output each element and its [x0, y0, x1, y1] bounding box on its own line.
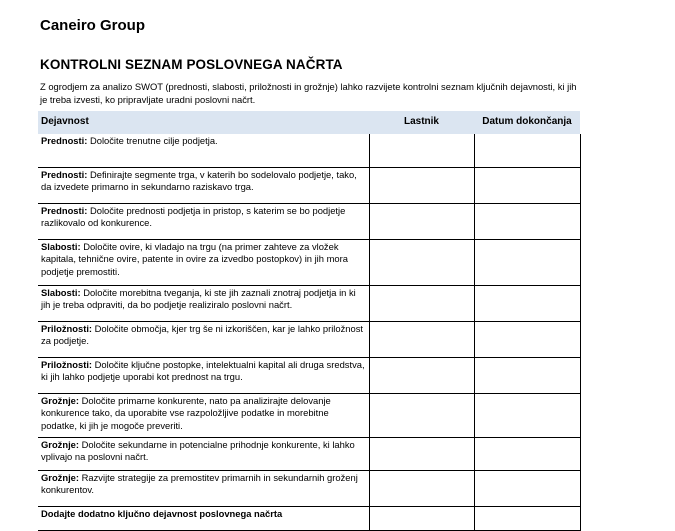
owner-cell[interactable] [369, 437, 474, 470]
completion-date-cell[interactable] [474, 203, 580, 239]
activity-cell[interactable] [38, 285, 369, 321]
activity-cell[interactable] [38, 203, 369, 239]
activity-cell[interactable] [38, 134, 369, 167]
activity-description: Določite sekundarne in potencialne prihodnje konkurente, ki lahko vplivajo na poslovni načrt. [41, 438, 355, 462]
activity-cell[interactable] [38, 321, 369, 357]
table-row [38, 134, 580, 167]
completion-date-cell[interactable] [474, 470, 580, 506]
completion-date-cell[interactable] [474, 167, 580, 203]
table-row [38, 357, 580, 393]
activity-description: Razvijte strategije za premostitev primarnih in sekundarnih groženj konkurentov. [41, 471, 358, 495]
owner-cell[interactable] [369, 506, 474, 530]
owner-cell[interactable] [369, 134, 474, 167]
owner-cell[interactable] [369, 321, 474, 357]
table-row [38, 239, 580, 285]
activity-description: Določite ključne postopke, intelektualni kapital ali druga sredstva, ki jih lahko podjetje uporabi kot prednost na trgu. [41, 358, 365, 382]
owner-cell[interactable] [369, 239, 474, 285]
completion-date-cell[interactable] [474, 393, 580, 437]
activity-description: Določite primarne konkurente, nato pa analizirajte delovanje konkurence tako, da uporabite vse razpoložljive podatke in morebitne podatke, ki jih je mogoče preveriti. [41, 394, 331, 431]
table-row [38, 203, 580, 239]
activity-category-label: Grožnje: [41, 438, 80, 450]
column-header-activity: Dejavnost [38, 111, 369, 134]
table-row [38, 437, 580, 470]
table-header-row [38, 111, 580, 134]
table-row [38, 285, 580, 321]
table-row [38, 167, 580, 203]
completion-date-cell[interactable] [474, 321, 580, 357]
table-row [38, 321, 580, 357]
activity-category-label: Prednosti: [41, 135, 88, 146]
owner-cell[interactable] [369, 393, 474, 437]
activity-cell[interactable] [38, 393, 369, 437]
activity-description: Določite ovire, ki vladajo na trgu (na primer zahteve za vložek kapitala, tehnične ovire, patente in ovire za izvedbo postopkov) in jih mora podjetje premostiti. [41, 240, 348, 277]
activity-description: Določite prednosti podjetja in pristop, s katerim se bo podjetje razlikovalo od konkurence. [41, 204, 346, 228]
owner-cell[interactable] [369, 203, 474, 239]
table-row [38, 393, 580, 437]
intro-paragraph: Z ogrodjem za analizo SWOT (prednosti, slabosti, priložnosti in grožnje) lahko razvijete kontrolni seznam ključnih dejavnosti, ki jih je treba izvesti, ko pripravljate uradni poslovni načrt. [40, 81, 577, 105]
completion-date-cell[interactable] [474, 239, 580, 285]
activity-cell[interactable] [38, 357, 369, 393]
activity-category-label: Grožnje: [41, 394, 80, 406]
company-name: Caneiro Group [40, 17, 146, 34]
table-row [38, 470, 580, 506]
activity-description: Določite območja, kjer trg še ni izkoriščen, kar je lahko priložnost za podjetje. [41, 322, 363, 346]
completion-date-cell[interactable] [474, 285, 580, 321]
activity-category-label: Prednosti: [41, 204, 88, 216]
activity-category-label: Slabosti: [41, 286, 81, 298]
column-header-completion-date: Datum dokončanja [474, 111, 580, 134]
activity-category-label: Priložnosti: [41, 322, 93, 334]
completion-date-cell[interactable] [474, 357, 580, 393]
activity-description: Definirajte segmente trga, v katerih bo sodelovalo podjetje, tako, da izvedete primarno in sekundarno raziskavo trga. [41, 168, 357, 192]
activity-cell[interactable] [38, 167, 369, 203]
table-row [38, 506, 580, 530]
activity-category-label: Dodajte dodatno ključno dejavnost poslovnega načrta [41, 507, 283, 519]
owner-cell[interactable] [369, 285, 474, 321]
activity-category-label: Prednosti: [41, 168, 88, 180]
checklist-table [38, 111, 581, 531]
activity-description: Določite morebitna tveganja, ki ste jih zaznali znotraj podjetja in ki jih je treba odpraviti, da bo podjetje realiziralo poslovni načrt. [41, 286, 356, 310]
owner-cell[interactable] [369, 470, 474, 506]
completion-date-cell[interactable] [474, 437, 580, 470]
owner-cell[interactable] [369, 357, 474, 393]
document-title: KONTROLNI SEZNAM POSLOVNEGA NAČRTA [40, 57, 343, 72]
activity-category-label: Grožnje: [41, 471, 80, 483]
completion-date-cell[interactable] [474, 134, 580, 167]
activity-category-label: Slabosti: [41, 240, 81, 252]
activity-description: Določite trenutne cilje podjetja. [87, 135, 218, 146]
activity-cell[interactable] [38, 437, 369, 470]
completion-date-cell[interactable] [474, 506, 580, 530]
activity-cell[interactable] [38, 470, 369, 506]
activity-cell[interactable] [38, 506, 369, 530]
owner-cell[interactable] [369, 167, 474, 203]
activity-category-label: Priložnosti: [41, 358, 93, 370]
activity-cell[interactable] [38, 239, 369, 285]
column-header-owner: Lastnik [369, 111, 474, 134]
